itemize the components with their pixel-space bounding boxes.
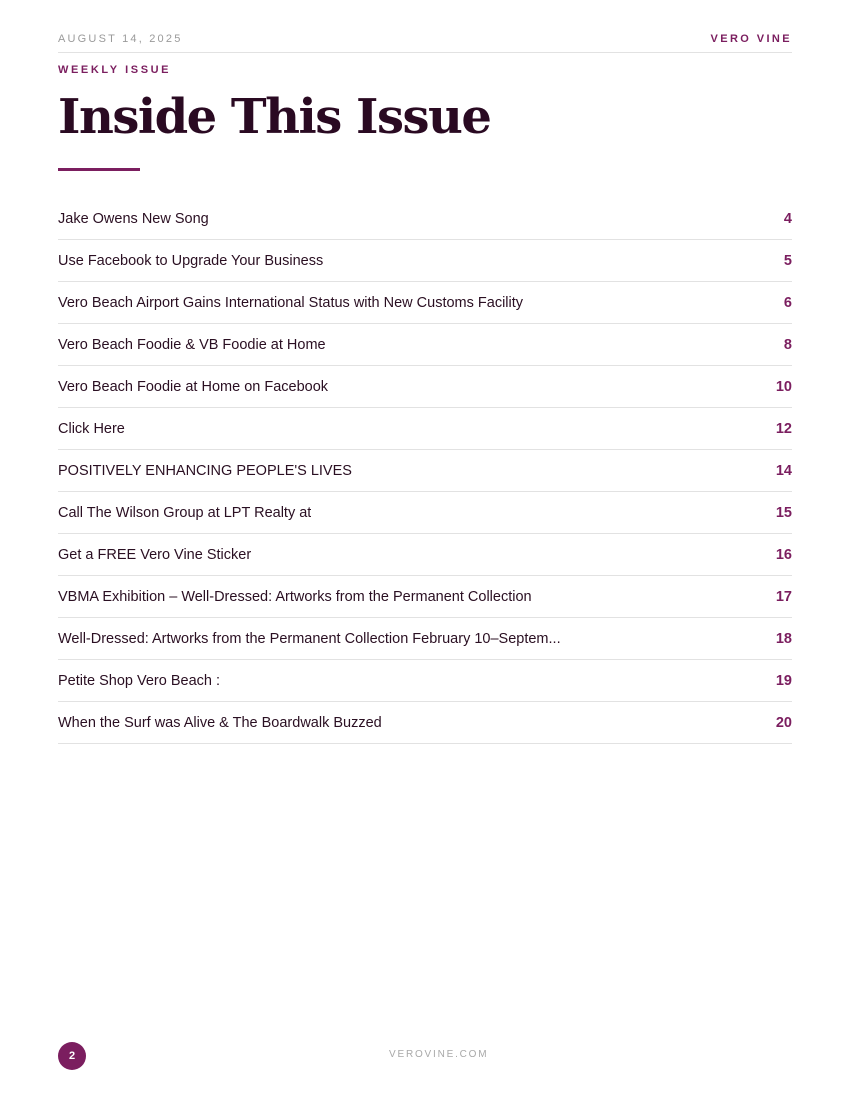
toc-page-number: 19 (775, 673, 792, 689)
toc-page-number: 8 (783, 337, 792, 353)
toc-title: When the Surf was Alive & The Boardwalk Buzzed (58, 715, 382, 731)
toc-page-number: 14 (775, 463, 792, 479)
toc-title: Petite Shop Vero Beach : (58, 673, 221, 689)
toc-page-number: 15 (775, 505, 792, 521)
title-underline (58, 168, 140, 171)
table-of-contents (58, 198, 792, 744)
toc-title: Vero Beach Foodie at Home on Facebook (58, 379, 329, 395)
toc-row[interactable] (58, 366, 792, 408)
toc-row[interactable] (58, 660, 792, 702)
page (58, 0, 792, 1100)
footer-site-url[interactable]: VEROVINE.COM (389, 1049, 489, 1060)
toc-row[interactable] (58, 324, 792, 366)
toc-row[interactable] (58, 282, 792, 324)
toc-title: POSITIVELY ENHANCING PEOPLE'S LIVES (58, 463, 352, 479)
toc-page-number: 12 (775, 421, 792, 437)
toc-row[interactable] (58, 702, 792, 744)
issue-date: AUGUST 14, 2025 (58, 33, 183, 45)
toc-row[interactable] (58, 576, 792, 618)
section-kicker: WEEKLY ISSUE (58, 64, 172, 76)
toc-title: VBMA Exhibition – Well-Dressed: Artworks from the Permanent Collection (58, 589, 532, 605)
toc-page-number: 17 (775, 589, 792, 605)
toc-page-number: 16 (775, 547, 792, 563)
toc-page-number: 18 (775, 631, 792, 647)
page-title: Inside This Issue (58, 89, 491, 145)
toc-row[interactable] (58, 408, 792, 450)
page-number-badge: 2 (58, 1042, 86, 1070)
toc-title: Jake Owens New Song (58, 211, 209, 227)
toc-title: Use Facebook to Upgrade Your Business (58, 253, 324, 269)
toc-title: Vero Beach Foodie & VB Foodie at Home (58, 337, 326, 353)
toc-title: Call The Wilson Group at LPT Realty at (58, 505, 312, 521)
toc-row[interactable] (58, 618, 792, 660)
toc-row[interactable] (58, 450, 792, 492)
toc-row[interactable] (58, 240, 792, 282)
toc-row[interactable] (58, 198, 792, 240)
toc-title: Well-Dressed: Artworks from the Permanent Collection February 10–Septem... (58, 631, 561, 647)
toc-page-number: 20 (775, 715, 792, 731)
toc-page-number: 10 (775, 379, 792, 395)
toc-row[interactable] (58, 534, 792, 576)
brand-name: VERO VINE (710, 33, 792, 45)
toc-page-number: 6 (783, 295, 792, 311)
toc-title: Vero Beach Airport Gains International Status with New Customs Facility (58, 295, 524, 311)
toc-title: Click Here (58, 421, 125, 437)
toc-page-number: 4 (783, 211, 792, 227)
toc-page-number: 5 (783, 253, 792, 269)
header-bar (58, 31, 792, 53)
toc-row[interactable] (58, 492, 792, 534)
toc-title: Get a FREE Vero Vine Sticker (58, 547, 252, 563)
